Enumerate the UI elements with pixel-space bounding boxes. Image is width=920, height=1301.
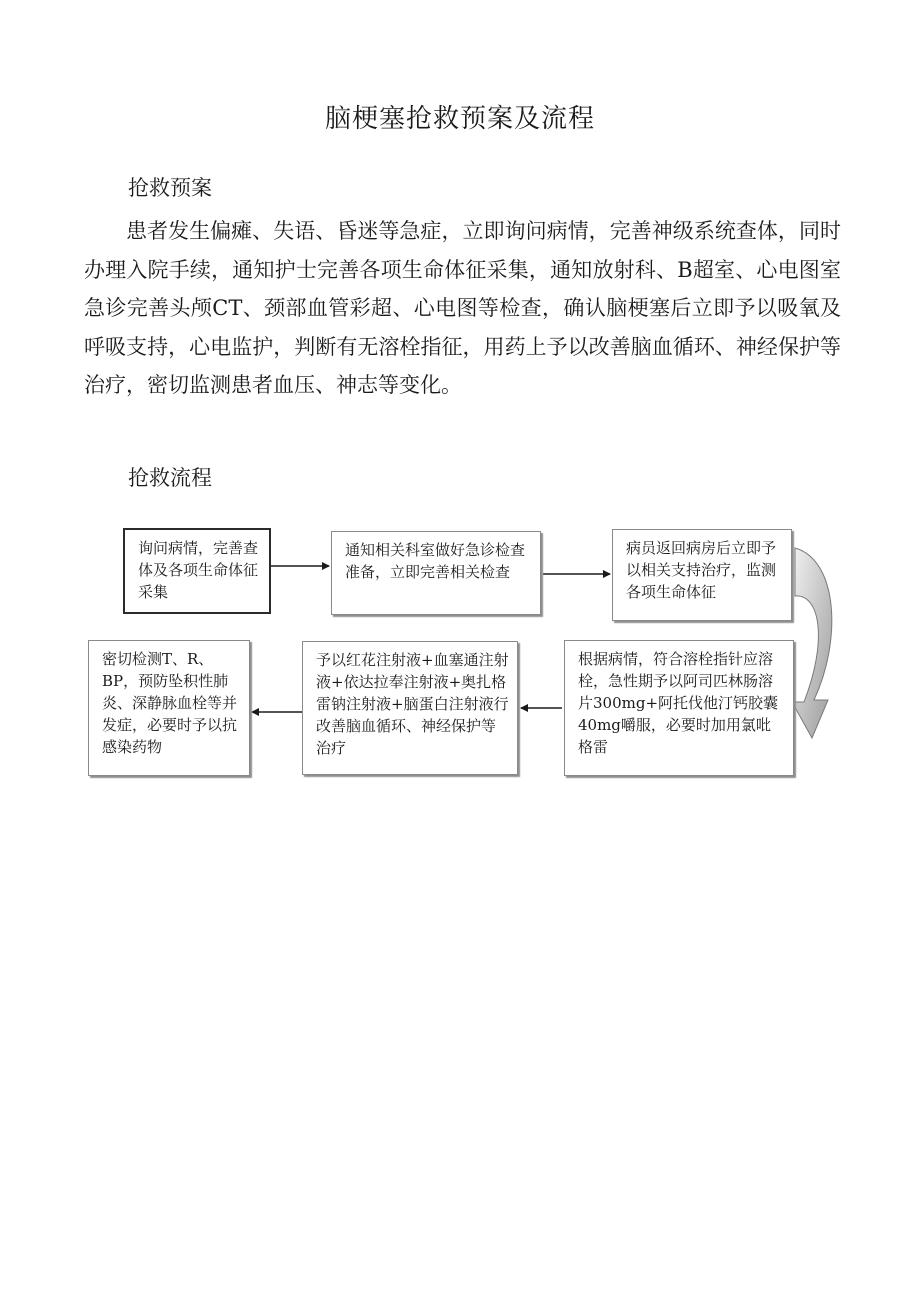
curved-arrow-step3-to-step4 [792, 548, 832, 738]
flow-step-4 [564, 640, 794, 776]
flow-step-1-text: 询问病情，完善查体及各项生命体征采集 [138, 539, 259, 601]
flow-step-1 [123, 528, 271, 614]
flow-step-5 [302, 641, 518, 775]
flow-step-5-text: 予以红花注射液+血塞通注射液+依达拉奉注射液+奥扎格雷钠注射液+脑蛋白注射液行改善脑血循环、神经保护等治疗 [316, 651, 509, 757]
section-heading-plan: 抢救预案 [128, 176, 212, 200]
flow-step-4-text: 根据病情，符合溶栓指针应溶栓，急性期予以阿司匹林肠溶片300mg+阿托伐他汀钙胶囊40mg嚼服，必要时加用氯吡格雷 [578, 650, 779, 756]
flow-step-6 [88, 640, 250, 776]
flow-step-3-text: 病员返回病房后立即予以相关支持治疗，监测各项生命体征 [626, 539, 777, 601]
flow-step-6-text: 密切检测T、R、BP，预防坠积性肺炎、深静脉血栓等并发症，必要时予以抗感染药物 [102, 650, 238, 756]
flow-step-2-text: 通知相关科室做好急诊检查准备，立即完善相关检查 [345, 541, 526, 581]
section-heading-process: 抢救流程 [128, 466, 212, 490]
document-title: 脑梗塞抢救预案及流程 [324, 104, 595, 134]
plan-paragraph: 患者发生偏瘫、失语、昏迷等急症，立即询问病情，完善神级系统查体，同时办理入院手续，通知护士完善各项生命体征采集，通知放射科、B超室、心电图室急诊完善头颅CT、颈部血管彩超、心电图等检查，确认脑梗塞后立即予以吸氧及呼吸支持，心电监护，判断有无溶栓指征，用药上予以改善脑血循环、神经保护等治疗，密切监测患者血压、神志等变化。 [84, 219, 841, 397]
flow-step-3 [612, 529, 792, 621]
flow-step-2 [331, 531, 541, 615]
